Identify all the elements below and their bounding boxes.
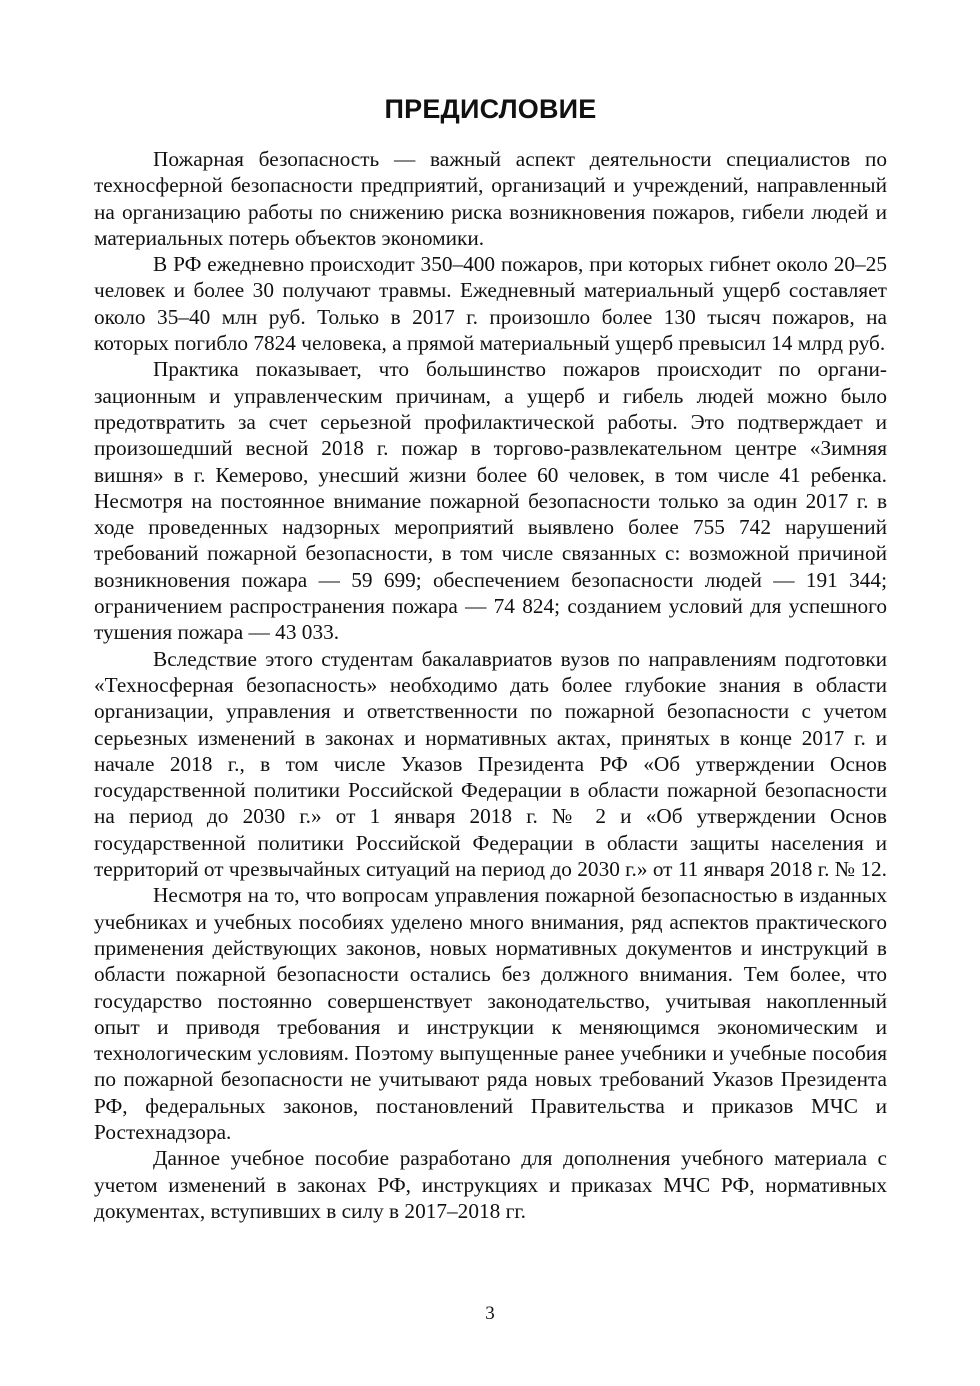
paragraph-4: Вследствие этого студентам бакалавриатов вузов по направлениям подготовки «Техносферная безопасность» необходимо дать более глубокие знания в области организации, управления и ответственности по пожарной безопасности с учетом серьезных изменений в законах и нормативных актах, принятых в конце 2017 г. и начале 2018 г., в том числе Указов Президента РФ «Об утверждении Основ государственной политики Российской Федерации в области пожарной безопасности на период до 2030 г.» от 1 января 2018 г. № 2 и «Об утверждении Основ государственной политики Российской Федерации в области защиты населения и территорий от чрезвычайных ситуаций на период до 2030 г.» от 11 января 2018 г. № 12. [94, 646, 887, 882]
page-body [94, 88, 887, 1224]
paragraph-5: Несмотря на то, что вопросам управления пожарной безопасностью в изданных учебниках и учебных пособиях уделено много внимания, ряд аспектов практического применения действующих законов, новых нормативных документов и инструкций в области пожарной безопасности остались без должного внимания. Тем более, что государство постоянно совершенствует законодательство, учитывая накопленный опыт и приводя требования и инструкции к меняющимся экономическим и технологическим условиям. Поэтому выпущенные ранее учебники и учебные пособия по пожарной безопасности не учитывают ряда новых требований Указов Президента РФ, федеральных законов, постановлений Правительства и приказов МЧС и Ростехнадзора. [94, 883, 887, 1144]
paragraph-1: Пожарная безопасность — важный аспект деятельности специалистов по техносферной безопасности предприятий, организаций и учреждений, направленный на организацию работы по снижению риска возникновения пожаров, гибели людей и материальных потерь объектов экономики. [94, 147, 887, 250]
paragraph-3: Практика показывает, что большинство пожаров происходит по организационным и управленческим причинам, а ущерб и гибель людей можно было предотвратить за счет серьезной профилактической работы. Это подтверждает и произошедший весной 2018 г. пожар в торгово-развлекательном центре «Зимняя вишня» в г. Кемерово, унесший жизни более 60 человек, в том числе 41 ребенка. Несмотря на постоянное внимание пожарной безопасности только за один 2017 г. в ходе проведенных надзорных мероприятий выявлено более 755 742 нарушений требований пожарной безопасности, в том числе связанных с: возможной причиной возникновения пожара — 59 699; обеспечением безопасности людей — 191 344; ограничением распространения пожара — 74 824; созданием условий для успешного тушения пожара — 43 033. [94, 357, 887, 645]
page-title: ПРЕДИСЛОВИЕ [384, 94, 597, 124]
paragraph-6: Данное учебное пособие разработано для дополнения учебного материала с учетом изменений в законах РФ, инструкциях и приказах МЧС РФ, нормативных документах, вступивших в силу в 2017–2018 гг. [94, 1146, 887, 1223]
page-number: 3 [485, 1303, 495, 1324]
paragraph-2: В РФ ежедневно происходит 350–400 пожаров, при которых гибнет около 20–25 человек и более 30 получают травмы. Ежедневный материальный ущерб составляет около 35–40 млн руб. Только в 2017 г. произошло более 130 тысяч пожаров, на которых погибло 7824 человека, а прямой материальный ущерб превысил 14 млрд руб. [94, 252, 887, 356]
